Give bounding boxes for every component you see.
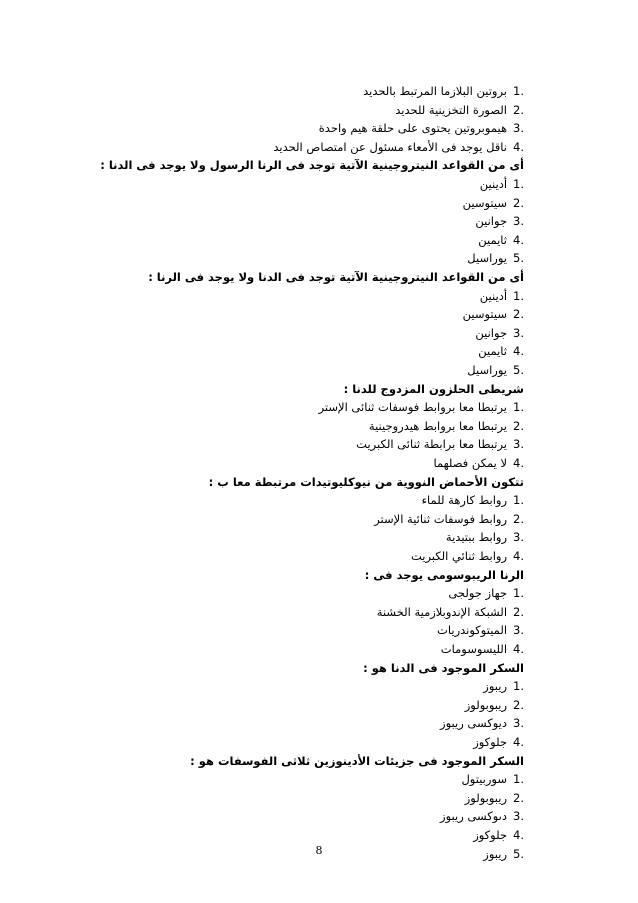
answer-option <box>475 325 524 341</box>
answer-option <box>374 511 524 527</box>
option-text: أدينين <box>479 177 508 191</box>
answer-option <box>319 399 524 415</box>
option-number: 3. <box>513 214 524 229</box>
option-text: جوانين <box>475 214 508 229</box>
answer-option <box>461 771 524 787</box>
option-number: 4. <box>513 232 524 247</box>
answer-option <box>480 288 524 304</box>
option-number: 1. <box>513 288 524 303</box>
option-text: الشبكة الإندوبلازمية الخشنة <box>376 604 508 619</box>
option-text: الليسوسومات <box>440 642 508 656</box>
option-number: 3. <box>513 121 524 136</box>
answer-option <box>363 83 524 99</box>
option-number: 2. <box>513 697 524 712</box>
answer-option <box>465 697 524 713</box>
option-number: 3. <box>513 437 524 452</box>
option-text: بروتين البلازما المرتبط بالحديد <box>363 84 508 98</box>
option-text: الصورة التخزينية للحديد <box>395 102 508 117</box>
option-number: 4. <box>513 642 524 656</box>
answer-option <box>273 139 524 155</box>
answer-option <box>448 585 524 601</box>
page-number: 8 <box>315 844 323 857</box>
option-number: 5. <box>513 846 524 861</box>
option-text: يوراسيل <box>467 251 508 266</box>
answer-option <box>473 827 524 843</box>
option-number: 1. <box>513 493 524 508</box>
option-number: 2. <box>513 604 524 619</box>
option-text: روابط كارهة للماء <box>421 493 508 508</box>
option-text: ناقل يوجد فى الأمعاء مسئول عن امتصاص الحديد <box>273 139 508 154</box>
option-number: 1. <box>513 400 524 415</box>
option-number: 4. <box>513 549 524 563</box>
option-number: 2. <box>513 102 524 117</box>
option-text: جهاز جولجى <box>448 586 508 601</box>
answer-option <box>473 734 524 750</box>
option-text: يرتبطا معا برابطة ثنائى الكبريت <box>356 437 508 452</box>
option-number: 2. <box>513 307 524 322</box>
option-text: يرتبطا معا بروابط فوسفات ثنائى الإستر <box>318 400 508 415</box>
option-number: 3. <box>513 809 524 824</box>
option-number: 4. <box>513 735 524 749</box>
option-number: 4. <box>513 456 524 470</box>
answer-option <box>377 604 524 620</box>
option-number: 2. <box>513 790 524 805</box>
option-text: الميتوكوندريات <box>437 623 508 638</box>
answer-option <box>356 436 524 452</box>
question-text: أى من القواعد النيتروجينية الآتية توجد فى الرنا الرسول ولا يوجد فى الدنا : <box>100 158 524 173</box>
option-text: روابط فوسفات ثنائية الإستر <box>374 511 508 526</box>
answer-option <box>441 641 524 657</box>
option-text: ريبوز <box>483 679 508 694</box>
option-text: لا يمكن فصلهما <box>433 456 508 470</box>
option-text: ريبوز <box>483 846 508 861</box>
answer-option <box>433 455 524 471</box>
question-text: السكر الموجود فى جزيئات الأدينوزين ثلاثى الفوسفات هو : <box>190 753 524 768</box>
answer-option <box>463 195 524 211</box>
answer-option <box>483 678 524 694</box>
question-text: السكر الموجود فى الدنا هو : <box>363 660 524 675</box>
option-number: 4. <box>513 344 524 359</box>
option-text: يرتبطا معا بروابط هيدروجينية <box>368 418 508 433</box>
answer-option <box>437 622 524 638</box>
option-number: 3. <box>513 325 524 340</box>
option-text: دىوكسى ريبوز <box>440 809 508 824</box>
option-number: 5. <box>513 363 524 377</box>
option-text: جوانين <box>475 325 508 340</box>
option-number: 2. <box>513 418 524 433</box>
option-text: ثايمين <box>478 232 508 247</box>
question-text: أى من القواعد النيتروجينية الآتية توجد فى الدنا ولا يوجد فى الرنا : <box>148 270 524 284</box>
answer-option <box>440 715 524 731</box>
option-text: جلوكوز <box>473 735 508 749</box>
answer-option <box>467 250 524 266</box>
answer-option <box>478 343 524 359</box>
option-number: 4. <box>513 139 524 154</box>
answer-option <box>411 548 524 564</box>
question-text: شريطى الحلزون المزدوج للدنا : <box>343 381 524 396</box>
option-number: 1. <box>513 84 524 98</box>
option-number: 1. <box>513 772 524 787</box>
option-text: ريبوبولوز <box>464 697 508 712</box>
option-text: أدينين <box>479 288 508 303</box>
option-number: 2. <box>513 195 524 210</box>
answer-option <box>475 213 524 229</box>
option-number: 1. <box>513 586 524 601</box>
question-text: الرنا الريبوسومى يوجد فى : <box>364 567 524 582</box>
answer-option <box>463 306 524 322</box>
option-text: سيتوسين <box>462 195 508 210</box>
answer-option <box>369 418 524 434</box>
answer-option <box>319 120 524 136</box>
option-number: 1. <box>513 679 524 694</box>
answer-option <box>467 362 524 378</box>
option-text: يوراسيل <box>467 363 508 377</box>
answer-option <box>465 790 524 806</box>
option-number: 3. <box>513 716 524 731</box>
option-number: 5. <box>513 251 524 266</box>
option-text: ديوكسى ريبوز <box>440 716 508 731</box>
option-text: جلوكوز <box>473 828 508 842</box>
answer-option <box>440 808 524 824</box>
answer-option <box>395 102 524 118</box>
option-number: 2. <box>513 511 524 526</box>
answer-option <box>478 232 524 248</box>
answer-option <box>446 529 524 545</box>
option-number: 3. <box>513 623 524 638</box>
answer-option <box>422 492 524 508</box>
option-text: ريبوبولوز <box>464 790 508 805</box>
answer-option <box>480 176 524 192</box>
option-number: 4. <box>513 828 524 842</box>
option-number: 3. <box>513 530 524 545</box>
option-text: سيتوسين <box>462 307 508 322</box>
option-text: سوربيتول <box>461 772 508 787</box>
option-number: 1. <box>513 177 524 191</box>
option-text: هيموبروتين يحتوى على حلقة هيم واحدة <box>318 121 508 136</box>
option-text: ثايمين <box>478 344 508 359</box>
option-text: روابط ببتيدية <box>445 530 508 545</box>
question-text: تتكون الأحماض النووية من نيوكليوتيدات مرتبطة معا ب : <box>208 474 524 489</box>
option-text: روابط ثنائي الكبريت <box>410 549 508 563</box>
